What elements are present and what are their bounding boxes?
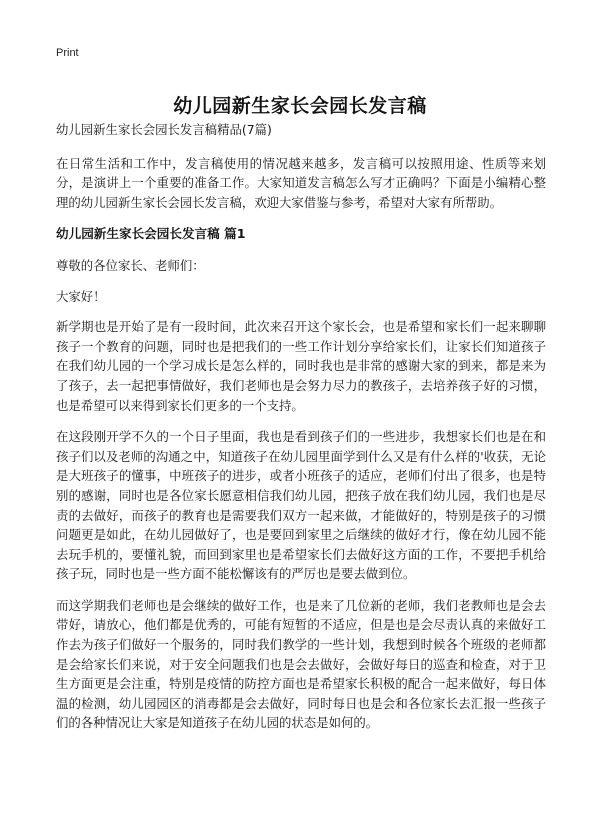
document-subtitle: 幼儿园新生家长会园长发言稿精品(7篇) [56,122,272,137]
body-paragraph-1: 新学期也是开始了是有一段时间，此次来召开这个家长会，也是希望和家长们一起来聊聊孩子一个教育的问题，同时也是把我们的一些工作计划分享给家长们，让家长们知道孩子在我们幼儿园的一个学习成长是怎么样的，同时我也是非常的感谢大家的到来，都是来为了孩子，去一起把事情做好，我们老师也是会努力尽力的教孩子，去培养孩子好的习惯，也是希望可以来得到家长们更多的一个支持。 [56,319,546,413]
print-link[interactable]: Print [56,47,79,59]
page-title: 幼儿园新生家长会园长发言稿 [173,94,427,117]
body-paragraph-3: 而这学期我们老师也是会继续的做好工作，也是来了几位新的老师，我们老教师也是会去带好，请放心，他们都是优秀的，可能有短暂的不适应，但是也是会尽责认真的来做好工作去为孩子们做好一个服务的，同时我们教学的一些计划，我想到时候各个班级的老师都是会给家长们来说，对于安全问题我们也是会去做好，会做好每日的巡查和检查，对于卫生方面更是会注重，特别是疫情的防控方面也是希望家长积极的配合一起来做好，每日体温的检测，幼儿园园区的消毒都是会去做好，同时每日也是会和各位家长去汇报一些孩子们的各种情况让大家是知道孩子在幼儿园的状态是如何的。 [56,597,546,731]
greeting: 大家好！ [56,288,106,304]
body-paragraph-2: 在这段刚开学不久的一个日子里面，我也是看到孩子们的一些进步，我想家长们也是在和孩子们以及老师的沟通之中，知道孩子在幼儿园里面学到什么又是有什么样的'收获，无论是大班孩子的懂事，中班孩子的进步，或者小班孩子的适应，老师们付出了很多，也是特别的感谢，同时也是各位家长愿意相信我们幼儿园，把孩子放在我们幼儿园，我们也是尽责的去做好，而孩子的教育也是需要我们双方一起来做，才能做好的，特别是孩子的习惯问题更是如此，在幼儿园做好了，也是要回到家里之后继续的做好才行，像在幼儿园不能去玩手机的，要懂礼貌，而回到家里也是希望家长们去做好这方面的工作，不要把手机给孩子玩，同时也是一些方面不能松懈该有的严厉也是要去做到位。 [56,429,546,582]
document-body [56,120,546,745]
salutation: 尊敬的各位家长、老师们： [56,257,205,273]
section-heading: 幼儿园新生家长会园长发言稿 篇1 [56,226,246,242]
intro-paragraph: 在日常生活和工作中，发言稿使用的情况越来越多，发言稿可以按照用途、性质等来划分，是演讲上一个重要的准备工作。大家知道发言稿怎么写才正确吗？下面是小编精心整理的幼儿园新生家长会园长发言稿，欢迎大家借鉴与参考，希望对大家有所帮助。 [56,155,546,210]
